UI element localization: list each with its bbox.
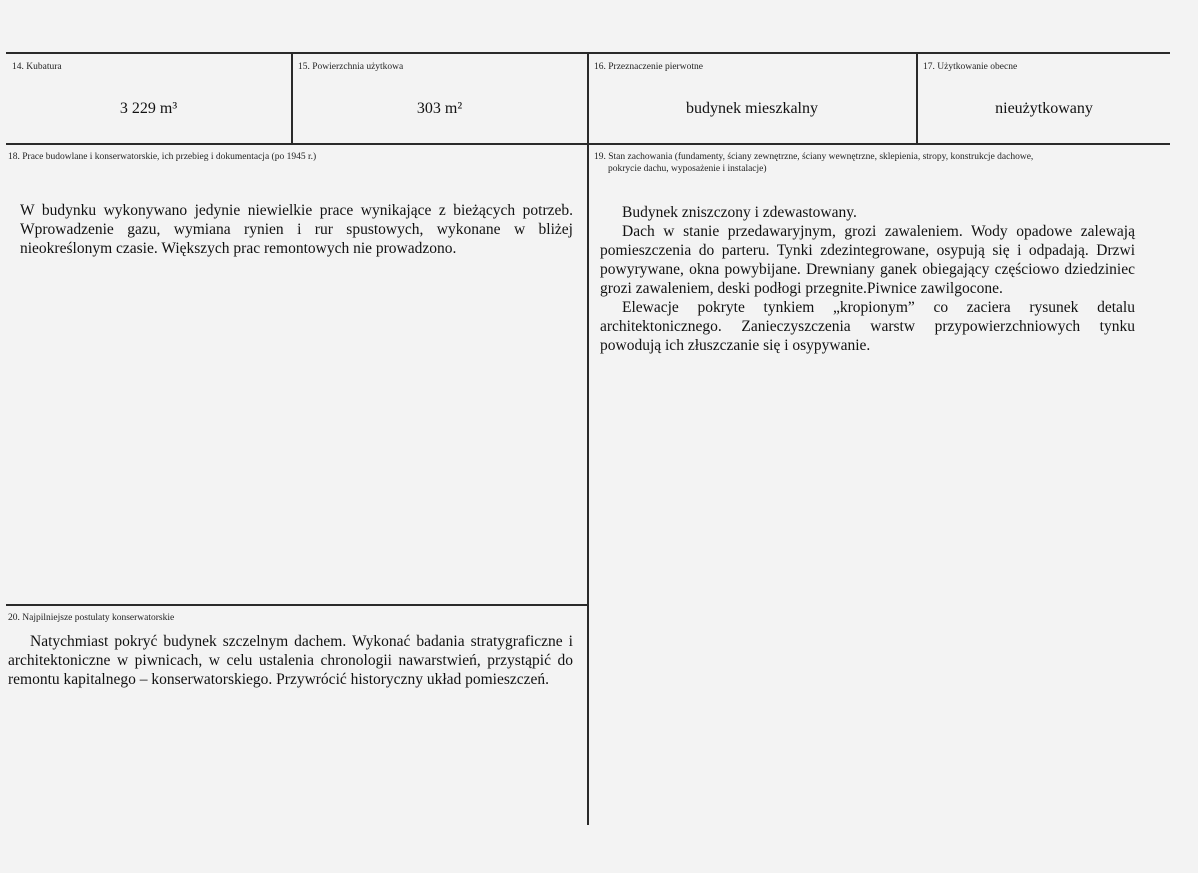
prace-label: 18. Prace budowlane i konserwatorskie, ich przebieg i dokumentacja (po 1945 r.) [8, 152, 317, 162]
stan-paragraph-1: Budynek zniszczony i zdewastowany. [622, 204, 857, 221]
prace-paragraph: W budynku wykonywano jedynie niewielkie prace wynikające z bieżących potrzeb. Wprowadzenie gazu, wymiana rynien i rur spustowych, wykonane w bliżej nieokreślonym czasie. Większych prac remontowych nie prowadzono. [20, 202, 573, 257]
stan-label-line1: 19. Stan zachowania (fundamenty, ściany zewnętrzne, ściany wewnętrzne, sklepienia, stropy, konstrukcje dachowe, [594, 152, 1034, 162]
przeznaczenie-value: budynek mieszkalny [686, 100, 818, 117]
prace-text [20, 201, 573, 258]
uzytkowanie-value: nieużytkowany [995, 100, 1093, 117]
postulaty-label: 20. Najpilniejsze postulaty konserwatorskie [8, 613, 175, 623]
przeznaczenie-label: 16. Przeznaczenie pierwotne [594, 62, 703, 72]
divider-16-17 [916, 52, 918, 144]
divider-14-15 [291, 52, 293, 144]
postulaty-paragraph: Natychmiast pokryć budynek szczelnym dachem. Wykonać badania stratygraficzne i architektoniczne w piwnicach, w celu ustalenia chronologii nawarstwień, przystąpić do remontu kapitalnego – konserwatorskiego. Przywrócić historyczny układ pomieszczeń. [8, 633, 573, 688]
divider-15-16 [587, 52, 589, 825]
kubatura-value: 3 229 m³ [119, 100, 178, 117]
stan-text [600, 203, 1135, 355]
kubatura-label: 14. Kubatura [12, 62, 62, 72]
section-divider [6, 604, 587, 606]
stan-paragraph-2: Dach w stanie przedawaryjnym, grozi zawaleniem. Wody opadowe zalewają pomieszczenia do parteru. Tynki zdezintegrowane, osypują się i odpadają. Drzwi powyrywane, okna powybijane. Drewniany ganek obiegający częściowo dziedziniec grozi zawaleniem, deski podłogi przegnite.Piwnice zawilgocone. [600, 223, 1135, 297]
stan-label-line2: pokrycie dachu, wyposażenie i instalacje) [608, 164, 767, 174]
powierzchnia-label: 15. Powierzchnia użytkowa [298, 62, 404, 72]
uzytkowanie-label: 17. Użytkowanie obecne [923, 62, 1018, 72]
powierzchnia-value: 303 m² [416, 100, 463, 117]
stan-paragraph-3: Elewacje pokryte tynkiem „kropionym” co zaciera rysunek detalu architektonicznego. Zanieczyszczenia warstw przypowierzchniowych tynku powodują ich złuszczanie się i osypywanie. [600, 299, 1135, 354]
postulaty-text [8, 632, 573, 689]
